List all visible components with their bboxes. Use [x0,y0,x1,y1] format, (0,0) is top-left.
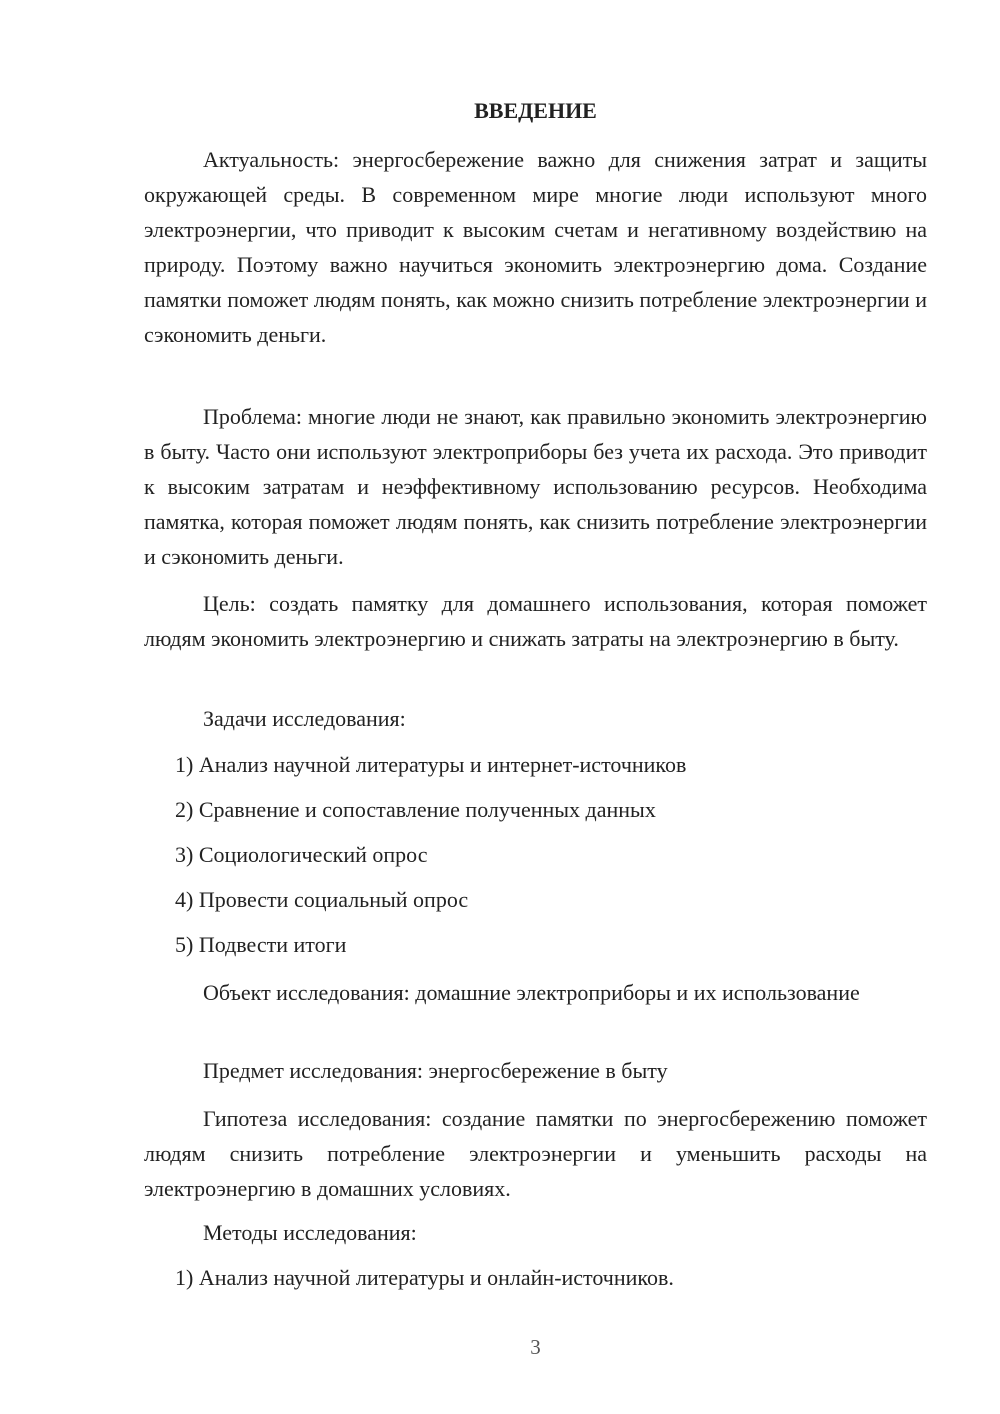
list-item: 5) Подвести итоги [175,932,347,957]
list-item: 2) Сравнение и сопоставление полученных данных [175,797,656,822]
problem-paragraph: Проблема: многие люди не знают, как правильно экономить электроэнергию в быту. Часто они используют электроприборы без учета их расхода. Это приводит к высоким затратам и неэффективному использованию ресурсов. Необходима памятка, которая поможет людям понять, как снизить потребление электроэнергии и сэкономить деньги. [144,404,927,569]
tasks-heading: Задачи исследования: [203,706,406,731]
list-item: 3) Социологический опрос [175,842,428,867]
object-paragraph: Объект исследования: домашние электроприборы и их использование [203,980,860,1005]
methods-heading: Методы исследования: [203,1220,417,1245]
list-item: 1) Анализ научной литературы и интернет-источников [175,752,687,777]
subject-paragraph: Предмет исследования: энергосбережение в быту [203,1058,668,1083]
page-number: 3 [530,1335,541,1359]
hypothesis-paragraph: Гипотеза исследования: создание памятки по энергосбережению поможет людям снизить потребление электроэнергии и уменьшить расходы на электроэнергию в домашних условиях. [144,1106,927,1201]
list-item: 1) Анализ научной литературы и онлайн-источников. [175,1265,674,1290]
list-item: 4) Провести социальный опрос [175,887,469,912]
section-heading: ВВЕДЕНИЕ [474,98,597,123]
goal-paragraph: Цель: создать памятку для домашнего использования, которая поможет людям экономить электроэнергию и снижать затраты на электроэнергию в быту. [144,591,927,651]
relevance-paragraph: Актуальность: энергосбережение важно для снижения затрат и защиты окружающей среды. В современном мире многие люди используют много электроэнергии, что приводит к высоким счетам и негативному воздействию на природу. Поэтому важно научиться экономить электроэнергию дома. Создание памятки поможет людям понять, как можно снизить потребление электроэнергии и сэкономить деньги. [144,147,927,347]
